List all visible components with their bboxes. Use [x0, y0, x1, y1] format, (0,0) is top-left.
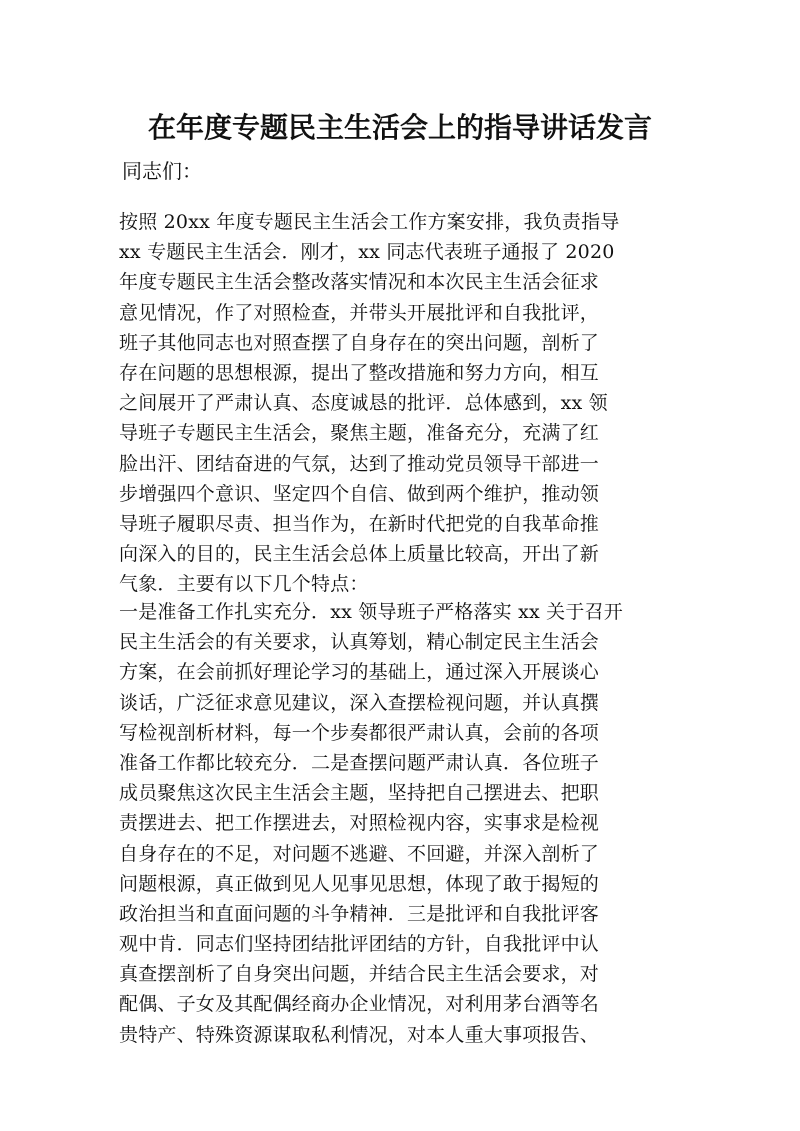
- text-line: 写检视剖析材料，每一个步奏都很严肃认真，会前的各项: [119, 721, 600, 744]
- paragraph-intro: [119, 207, 689, 599]
- text-line: 步增强四个意识、坚定四个自信、做到两个维护，推动领: [119, 482, 600, 505]
- text-line: 按照 20xx 年度专题民主生活会工作方案安排，我负责指导: [119, 211, 620, 233]
- text-line: 观中肯．同志们坚持团结批评团结的方针，自我批评中认: [119, 933, 600, 956]
- paragraph-features: [119, 597, 689, 1050]
- text-line: 向深入的目的，民主生活会总体上质量比较高，开出了新: [119, 543, 600, 566]
- text-line: 方案，在会前抓好理论学习的基础上，通过深入开展谈心: [119, 661, 600, 684]
- text-line: 年度专题民主生活会整改落实情况和本次民主生活会征求: [119, 271, 600, 294]
- text-line: 气象．主要有以下几个特点：: [119, 573, 369, 596]
- text-line: 之间展开了严肃认真、态度诚恳的批评．总体感到，xx 领: [119, 392, 608, 415]
- text-line: 责摆进去、把工作摆进去，对照检视内容，实事求是检视: [119, 812, 600, 835]
- salutation: 同志们：: [122, 159, 202, 183]
- text-line: 导班子履职尽责、担当作为，在新时代把党的自我革命推: [119, 512, 600, 535]
- text-line: 真查摆剖析了自身突出问题，并结合民主生活会要求，对: [119, 963, 600, 986]
- text-line: 存在问题的思想根源，提出了整改措施和努力方向，相互: [119, 361, 600, 384]
- text-line: 准备工作都比较充分．二是查摆问题严肃认真．各位班子: [119, 751, 600, 774]
- text-line: 谈话，广泛征求意见建议，深入查摆检视问题，并认真撰: [119, 691, 600, 714]
- text-line: 班子其他同志也对照查摆了自身存在的突出问题，剖析了: [119, 331, 600, 354]
- text-line: 一是准备工作扎实充分．xx 领导班子严格落实 xx 关于召开: [119, 601, 623, 623]
- text-line: 民主生活会的有关要求，认真筹划，精心制定民主生活会: [119, 631, 600, 654]
- text-line: 贵特产、特殊资源谋取私利情况，对本人重大事项报告、: [119, 1023, 600, 1046]
- text-line: 导班子专题民主生活会，聚焦主题，准备充分，充满了红: [119, 422, 600, 445]
- text-line: 问题根源，真正做到见人见事见思想，体现了敢于揭短的: [119, 872, 600, 895]
- text-line: 成员聚焦这次民主生活会主题，坚持把自己摆进去、把职: [119, 782, 600, 805]
- text-line: 意见情况，作了对照检查，并带头开展批评和自我批评，: [119, 301, 600, 324]
- text-line: 脸出汗、团结奋进的气氛，达到了推动党员领导干部进一: [119, 452, 600, 475]
- text-line: xx 专题民主生活会．刚才，xx 同志代表班子通报了 2020: [119, 241, 615, 264]
- document-title: 在年度专题民主生活会上的指导讲话发言: [147, 111, 652, 144]
- text-line: 政治担当和直面问题的斗争精神．三是批评和自我批评客: [119, 902, 600, 925]
- text-line: 自身存在的不足，对问题不逃避、不回避，并深入剖析了: [119, 842, 600, 865]
- text-line: 配偶、子女及其配偶经商办企业情况，对利用茅台酒等名: [119, 993, 600, 1016]
